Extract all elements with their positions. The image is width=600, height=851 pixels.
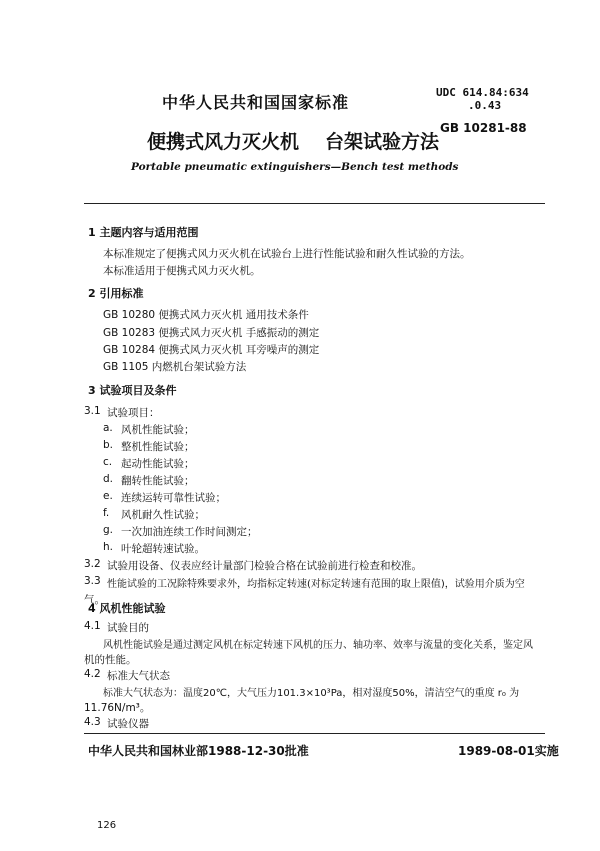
clause-4-1-number: 4.1 bbox=[84, 620, 101, 632]
list-item-label: f. bbox=[103, 507, 110, 519]
document-title bbox=[147, 127, 439, 154]
gb-number: GB 10281-88 bbox=[440, 121, 527, 135]
clause-3-2-number: 3.2 bbox=[84, 558, 101, 570]
implementation-date: 1989-08-01实施 bbox=[458, 744, 559, 758]
list-item-text: 翻转性能试验； bbox=[121, 475, 195, 487]
section-1-para-2: 本标准适用于便携式风力灭火机。 bbox=[103, 265, 261, 277]
list-item-label: g. bbox=[103, 524, 114, 536]
list-item-label: b. bbox=[103, 439, 114, 451]
section-1-para-1: 本标准规定了便携式风力灭火机在试验台上进行性能试验和耐久性试验的方法。 bbox=[103, 248, 471, 260]
list-item-text: 整机性能试验； bbox=[121, 441, 195, 453]
list-item-text: 起动性能试验； bbox=[121, 458, 195, 470]
list-item-label: a. bbox=[103, 422, 113, 434]
list-item-text: 连续运转可靠性试验； bbox=[121, 492, 226, 504]
list-item-text: 一次加油连续工作时间测定； bbox=[121, 526, 258, 538]
list-item-label: d. bbox=[103, 473, 114, 485]
page-number: 126 bbox=[97, 820, 117, 831]
reference-item: GB 10280 便携式风力灭火机 通用技术条件 bbox=[103, 309, 309, 321]
english-title: Portable pneumatic extinguishers—Bench test methods bbox=[131, 161, 459, 173]
section-1-heading: 1 主题内容与适用范围 bbox=[88, 226, 199, 239]
clause-4-2-title: 标准大气状态 bbox=[107, 670, 170, 682]
udc-code-line1: UDC 614.84:634 bbox=[436, 86, 529, 99]
clause-4-2-text: 标准大气状态为：温度20℃，大气压力101.3×10³Pa，相对湿度50%，清洁空气的重度 r₀ 为 bbox=[103, 688, 520, 699]
title-part1: 便携式风力灭火机 bbox=[147, 131, 300, 153]
list-item-text: 风机耐久性试验； bbox=[121, 509, 205, 521]
approval-line: 中华人民共和国林业部1988-12-30批准 bbox=[88, 744, 309, 758]
clause-4-2-text-cont: 11.76N/m³。 bbox=[84, 702, 151, 714]
header-divider bbox=[84, 203, 545, 204]
standard-body-header: 中华人民共和国国家标准 bbox=[162, 93, 350, 112]
clause-4-2-number: 4.2 bbox=[84, 668, 101, 680]
clause-4-1-text-cont: 机的性能。 bbox=[84, 654, 137, 666]
list-item-text: 风机性能试验； bbox=[121, 424, 195, 436]
section-2-heading: 2 引用标准 bbox=[88, 287, 144, 300]
clause-3-3-text: 性能试验的工况除特殊要求外，均指标定转速(对标定转速有范围的取上限值)，试验用介质为空 bbox=[107, 579, 525, 590]
reference-item: GB 10283 便携式风力灭火机 手感振动的测定 bbox=[103, 327, 320, 339]
section-3-heading: 3 试验项目及条件 bbox=[88, 384, 177, 397]
clause-3-3-text-cont: 气。 bbox=[84, 594, 105, 606]
clause-4-3-title: 试验仪器 bbox=[107, 718, 149, 730]
footer-divider bbox=[84, 733, 545, 734]
list-item-label: h. bbox=[103, 541, 113, 553]
reference-item: GB 1105 内燃机台架试验方法 bbox=[103, 361, 247, 373]
clause-4-3-number: 4.3 bbox=[84, 716, 101, 728]
list-item-text: 叶轮超转速试验。 bbox=[121, 543, 205, 555]
section-4-heading: 4 风机性能试验 bbox=[88, 602, 166, 615]
title-part2: 台架试验方法 bbox=[325, 131, 440, 153]
clause-4-1-title: 试验目的 bbox=[107, 622, 149, 634]
clause-3-3-number: 3.3 bbox=[84, 575, 101, 587]
reference-item: GB 10284 便携式风力灭火机 耳旁噪声的测定 bbox=[103, 344, 320, 356]
clause-3-2-text: 试验用设备、仪表应经计量部门检验合格在试验前进行检查和校准。 bbox=[107, 560, 422, 572]
list-item-label: e. bbox=[103, 490, 113, 502]
udc-code-line2: .0.43 bbox=[468, 99, 502, 112]
clause-4-1-text: 风机性能试验是通过测定风机在标定转速下风机的压力、轴功率、效率与流量的变化关系，鉴定风 bbox=[103, 640, 533, 651]
clause-3-1-number: 3.1 bbox=[84, 405, 101, 417]
list-item-label: c. bbox=[103, 456, 113, 468]
clause-3-1-text: 试验项目： bbox=[107, 407, 160, 419]
